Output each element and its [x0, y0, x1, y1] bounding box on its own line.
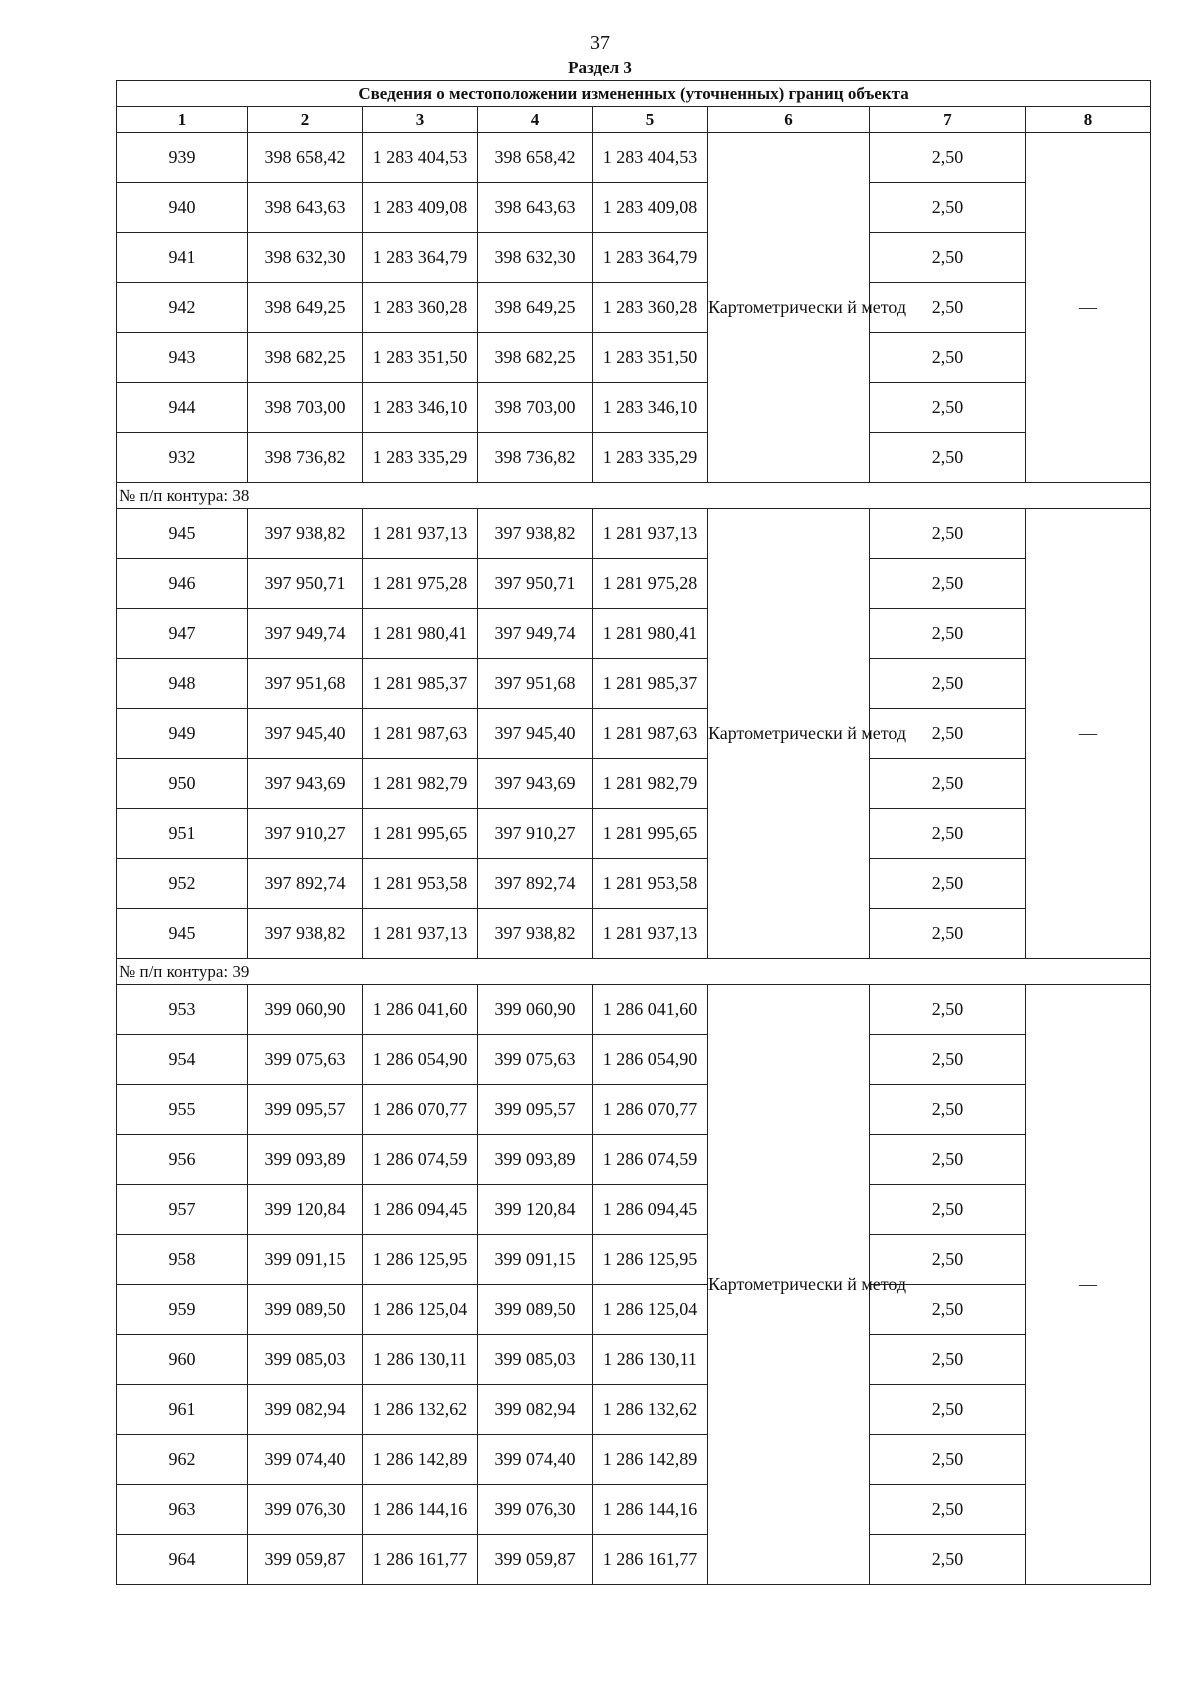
table-row — [117, 233, 1151, 283]
column-number: 3 — [363, 107, 478, 133]
precision-cell: 2,50 — [870, 859, 1026, 909]
x-new-cell: 399 120,84 — [478, 1185, 593, 1235]
x-existing-cell: 397 938,82 — [248, 509, 363, 559]
table-row — [117, 659, 1151, 709]
precision-cell: 2,50 — [870, 909, 1026, 959]
precision-cell: 2,50 — [870, 609, 1026, 659]
y-existing-cell: 1 286 094,45 — [363, 1185, 478, 1235]
y-new-cell: 1 281 995,65 — [593, 809, 708, 859]
y-existing-cell: 1 281 975,28 — [363, 559, 478, 609]
y-new-cell: 1 283 360,28 — [593, 283, 708, 333]
point-number-cell: 945 — [117, 509, 248, 559]
x-new-cell: 397 945,40 — [478, 709, 593, 759]
x-new-cell: 399 059,87 — [478, 1535, 593, 1585]
table-row — [117, 1185, 1151, 1235]
y-new-cell: 1 286 125,04 — [593, 1285, 708, 1335]
precision-cell: 2,50 — [870, 333, 1026, 383]
point-number-cell: 950 — [117, 759, 248, 809]
table-row — [117, 759, 1151, 809]
x-existing-cell: 399 076,30 — [248, 1485, 363, 1535]
precision-cell: 2,50 — [870, 133, 1026, 183]
x-existing-cell: 399 120,84 — [248, 1185, 363, 1235]
page-number: 37 — [590, 32, 610, 54]
precision-cell: 2,50 — [870, 509, 1026, 559]
column-number: 6 — [708, 107, 870, 133]
point-number-cell: 949 — [117, 709, 248, 759]
precision-cell: 2,50 — [870, 233, 1026, 283]
x-new-cell: 399 082,94 — [478, 1385, 593, 1435]
precision-cell: 2,50 — [870, 809, 1026, 859]
precision-cell: 2,50 — [870, 1085, 1026, 1135]
column-number: 7 — [870, 107, 1026, 133]
precision-cell: 2,50 — [870, 559, 1026, 609]
table-caption-row — [117, 81, 1151, 107]
y-existing-cell: 1 286 041,60 — [363, 985, 478, 1035]
table-row — [117, 859, 1151, 909]
y-new-cell: 1 286 070,77 — [593, 1085, 708, 1135]
y-existing-cell: 1 286 074,59 — [363, 1135, 478, 1185]
point-number-cell: 955 — [117, 1085, 248, 1135]
contour-label-row — [117, 483, 1151, 509]
table-caption: Сведения о местоположении измененных (уточненных) границ объекта — [117, 81, 1151, 107]
precision-cell: 2,50 — [870, 985, 1026, 1035]
y-existing-cell: 1 281 995,65 — [363, 809, 478, 859]
y-existing-cell: 1 286 142,89 — [363, 1435, 478, 1485]
table-row — [117, 1485, 1151, 1535]
point-number-cell: 952 — [117, 859, 248, 909]
method-cell: Картометрически й метод — [708, 133, 870, 483]
table-row — [117, 1035, 1151, 1085]
column-number: 5 — [593, 107, 708, 133]
x-new-cell: 399 089,50 — [478, 1285, 593, 1335]
y-new-cell: 1 281 980,41 — [593, 609, 708, 659]
point-number-cell: 944 — [117, 383, 248, 433]
table-row — [117, 1535, 1151, 1585]
column-number-row — [117, 107, 1151, 133]
table-row — [117, 333, 1151, 383]
table-row — [117, 133, 1151, 183]
precision-cell: 2,50 — [870, 709, 1026, 759]
point-number-cell: 939 — [117, 133, 248, 183]
point-number-cell: 945 — [117, 909, 248, 959]
point-number-cell: 963 — [117, 1485, 248, 1535]
point-number-cell: 953 — [117, 985, 248, 1035]
precision-cell: 2,50 — [870, 433, 1026, 483]
table-row — [117, 183, 1151, 233]
y-new-cell: 1 281 982,79 — [593, 759, 708, 809]
point-number-cell: 960 — [117, 1335, 248, 1385]
point-number-cell: 958 — [117, 1235, 248, 1285]
y-existing-cell: 1 281 987,63 — [363, 709, 478, 759]
x-existing-cell: 398 682,25 — [248, 333, 363, 383]
point-number-cell: 957 — [117, 1185, 248, 1235]
x-existing-cell: 398 658,42 — [248, 133, 363, 183]
table-row — [117, 559, 1151, 609]
point-number-cell: 948 — [117, 659, 248, 709]
x-existing-cell: 397 943,69 — [248, 759, 363, 809]
x-new-cell: 397 938,82 — [478, 909, 593, 959]
y-existing-cell: 1 286 054,90 — [363, 1035, 478, 1085]
table-row — [117, 1135, 1151, 1185]
x-new-cell: 397 950,71 — [478, 559, 593, 609]
y-new-cell: 1 286 041,60 — [593, 985, 708, 1035]
y-existing-cell: 1 283 360,28 — [363, 283, 478, 333]
y-existing-cell: 1 281 982,79 — [363, 759, 478, 809]
x-new-cell: 399 091,15 — [478, 1235, 593, 1285]
y-new-cell: 1 281 987,63 — [593, 709, 708, 759]
y-existing-cell: 1 281 937,13 — [363, 909, 478, 959]
y-existing-cell: 1 286 125,04 — [363, 1285, 478, 1335]
y-existing-cell: 1 286 132,62 — [363, 1385, 478, 1435]
x-existing-cell: 399 089,50 — [248, 1285, 363, 1335]
x-new-cell: 398 632,30 — [478, 233, 593, 283]
precision-cell: 2,50 — [870, 659, 1026, 709]
table-row — [117, 509, 1151, 559]
contour-label: № п/п контура: 39 — [117, 959, 1151, 985]
y-new-cell: 1 286 144,16 — [593, 1485, 708, 1535]
x-existing-cell: 397 945,40 — [248, 709, 363, 759]
point-number-cell: 932 — [117, 433, 248, 483]
y-existing-cell: 1 281 937,13 — [363, 509, 478, 559]
point-number-cell: 956 — [117, 1135, 248, 1185]
method-cell: Картометрически й метод — [708, 509, 870, 959]
x-new-cell: 398 658,42 — [478, 133, 593, 183]
table-row — [117, 609, 1151, 659]
point-number-cell: 964 — [117, 1535, 248, 1585]
x-existing-cell: 398 736,82 — [248, 433, 363, 483]
precision-cell: 2,50 — [870, 1135, 1026, 1185]
x-new-cell: 399 095,57 — [478, 1085, 593, 1135]
x-existing-cell: 398 703,00 — [248, 383, 363, 433]
column-number: 4 — [478, 107, 593, 133]
column-number: 1 — [117, 107, 248, 133]
y-new-cell: 1 286 074,59 — [593, 1135, 708, 1185]
table-row — [117, 1385, 1151, 1435]
point-number-cell: 961 — [117, 1385, 248, 1435]
y-existing-cell: 1 283 351,50 — [363, 333, 478, 383]
section-title: Раздел 3 — [568, 58, 632, 77]
precision-cell: 2,50 — [870, 1285, 1026, 1335]
y-new-cell: 1 286 161,77 — [593, 1535, 708, 1585]
point-number-cell: 954 — [117, 1035, 248, 1085]
x-existing-cell: 397 938,82 — [248, 909, 363, 959]
x-new-cell: 399 075,63 — [478, 1035, 593, 1085]
y-new-cell: 1 281 985,37 — [593, 659, 708, 709]
table-row — [117, 1235, 1151, 1285]
x-new-cell: 398 703,00 — [478, 383, 593, 433]
y-new-cell: 1 281 937,13 — [593, 909, 708, 959]
y-existing-cell: 1 286 130,11 — [363, 1335, 478, 1385]
x-existing-cell: 399 095,57 — [248, 1085, 363, 1135]
precision-cell: 2,50 — [870, 183, 1026, 233]
x-existing-cell: 399 074,40 — [248, 1435, 363, 1485]
x-new-cell: 397 892,74 — [478, 859, 593, 909]
table-row — [117, 283, 1151, 333]
x-existing-cell: 399 075,63 — [248, 1035, 363, 1085]
precision-cell: 2,50 — [870, 1485, 1026, 1535]
y-existing-cell: 1 286 070,77 — [363, 1085, 478, 1135]
y-existing-cell: 1 283 404,53 — [363, 133, 478, 183]
y-new-cell: 1 286 054,90 — [593, 1035, 708, 1085]
y-existing-cell: 1 281 953,58 — [363, 859, 478, 909]
x-new-cell: 398 649,25 — [478, 283, 593, 333]
y-existing-cell: 1 283 364,79 — [363, 233, 478, 283]
table-row — [117, 909, 1151, 959]
y-new-cell: 1 286 125,95 — [593, 1235, 708, 1285]
table-row — [117, 1085, 1151, 1135]
x-existing-cell: 397 892,74 — [248, 859, 363, 909]
x-existing-cell: 398 632,30 — [248, 233, 363, 283]
x-new-cell: 399 085,03 — [478, 1335, 593, 1385]
x-existing-cell: 397 951,68 — [248, 659, 363, 709]
point-number-cell: 959 — [117, 1285, 248, 1335]
y-existing-cell: 1 283 346,10 — [363, 383, 478, 433]
x-existing-cell: 397 950,71 — [248, 559, 363, 609]
note-cell: — — [1026, 133, 1151, 483]
x-new-cell: 399 093,89 — [478, 1135, 593, 1185]
y-existing-cell: 1 281 980,41 — [363, 609, 478, 659]
y-new-cell: 1 283 364,79 — [593, 233, 708, 283]
x-new-cell: 397 943,69 — [478, 759, 593, 809]
y-new-cell: 1 286 130,11 — [593, 1335, 708, 1385]
contour-label: № п/п контура: 38 — [117, 483, 1151, 509]
precision-cell: 2,50 — [870, 759, 1026, 809]
x-existing-cell: 398 649,25 — [248, 283, 363, 333]
table-row — [117, 1435, 1151, 1485]
y-existing-cell: 1 286 125,95 — [363, 1235, 478, 1285]
point-number-cell: 946 — [117, 559, 248, 609]
x-existing-cell: 399 059,87 — [248, 1535, 363, 1585]
y-existing-cell: 1 283 409,08 — [363, 183, 478, 233]
precision-cell: 2,50 — [870, 1235, 1026, 1285]
x-existing-cell: 399 085,03 — [248, 1335, 363, 1385]
x-existing-cell: 399 060,90 — [248, 985, 363, 1035]
point-number-cell: 940 — [117, 183, 248, 233]
table-body — [117, 133, 1151, 1585]
table-row — [117, 809, 1151, 859]
x-existing-cell: 398 643,63 — [248, 183, 363, 233]
y-existing-cell: 1 286 161,77 — [363, 1535, 478, 1585]
table-row — [117, 709, 1151, 759]
point-number-cell: 942 — [117, 283, 248, 333]
x-new-cell: 398 736,82 — [478, 433, 593, 483]
precision-cell: 2,50 — [870, 1035, 1026, 1085]
x-new-cell: 397 949,74 — [478, 609, 593, 659]
y-new-cell: 1 283 351,50 — [593, 333, 708, 383]
column-number: 8 — [1026, 107, 1151, 133]
x-existing-cell: 399 091,15 — [248, 1235, 363, 1285]
x-new-cell: 397 951,68 — [478, 659, 593, 709]
x-new-cell: 399 074,40 — [478, 1435, 593, 1485]
note-cell: — — [1026, 985, 1151, 1585]
table-row — [117, 985, 1151, 1035]
precision-cell: 2,50 — [870, 1385, 1026, 1435]
precision-cell: 2,50 — [870, 283, 1026, 333]
point-number-cell: 951 — [117, 809, 248, 859]
x-new-cell: 398 682,25 — [478, 333, 593, 383]
x-new-cell: 399 076,30 — [478, 1485, 593, 1535]
point-number-cell: 941 — [117, 233, 248, 283]
x-existing-cell: 397 949,74 — [248, 609, 363, 659]
table-row — [117, 383, 1151, 433]
x-new-cell: 398 643,63 — [478, 183, 593, 233]
coordinates-table — [116, 80, 1151, 1585]
column-number: 2 — [248, 107, 363, 133]
y-existing-cell: 1 286 144,16 — [363, 1485, 478, 1535]
x-new-cell: 397 910,27 — [478, 809, 593, 859]
precision-cell: 2,50 — [870, 1185, 1026, 1235]
y-new-cell: 1 281 953,58 — [593, 859, 708, 909]
table-row — [117, 1335, 1151, 1385]
y-new-cell: 1 283 335,29 — [593, 433, 708, 483]
y-new-cell: 1 286 094,45 — [593, 1185, 708, 1235]
x-existing-cell: 397 910,27 — [248, 809, 363, 859]
y-new-cell: 1 286 132,62 — [593, 1385, 708, 1435]
table-row — [117, 1285, 1151, 1335]
x-existing-cell: 399 082,94 — [248, 1385, 363, 1435]
precision-cell: 2,50 — [870, 383, 1026, 433]
method-cell: Картометрически й метод — [708, 985, 870, 1585]
precision-cell: 2,50 — [870, 1335, 1026, 1385]
point-number-cell: 962 — [117, 1435, 248, 1485]
contour-label-row — [117, 959, 1151, 985]
x-existing-cell: 399 093,89 — [248, 1135, 363, 1185]
table-row — [117, 433, 1151, 483]
y-new-cell: 1 286 142,89 — [593, 1435, 708, 1485]
precision-cell: 2,50 — [870, 1435, 1026, 1485]
point-number-cell: 943 — [117, 333, 248, 383]
y-new-cell: 1 281 975,28 — [593, 559, 708, 609]
point-number-cell: 947 — [117, 609, 248, 659]
y-new-cell: 1 283 346,10 — [593, 383, 708, 433]
y-new-cell: 1 283 404,53 — [593, 133, 708, 183]
y-new-cell: 1 283 409,08 — [593, 183, 708, 233]
precision-cell: 2,50 — [870, 1535, 1026, 1585]
note-cell: — — [1026, 509, 1151, 959]
y-new-cell: 1 281 937,13 — [593, 509, 708, 559]
y-existing-cell: 1 281 985,37 — [363, 659, 478, 709]
x-new-cell: 399 060,90 — [478, 985, 593, 1035]
y-existing-cell: 1 283 335,29 — [363, 433, 478, 483]
x-new-cell: 397 938,82 — [478, 509, 593, 559]
